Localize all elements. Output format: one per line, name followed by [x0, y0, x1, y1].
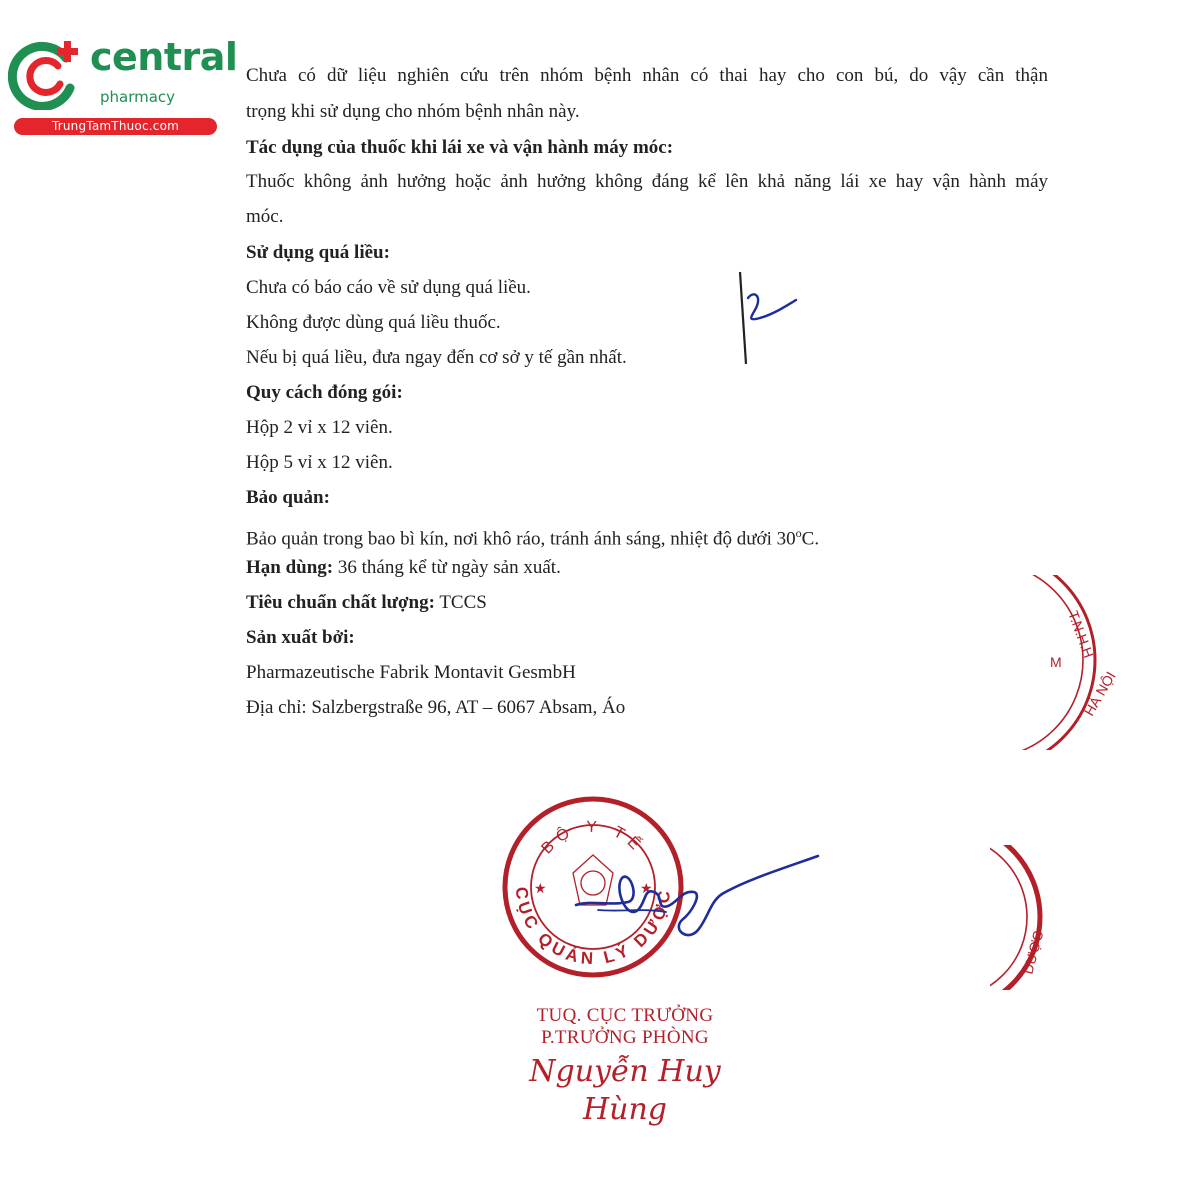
company-seal [1010, 575, 1120, 750]
heading-packaging: Quy cách đóng gói: [246, 382, 403, 403]
logo-website-link[interactable]: TrungTamThuoc.com [14, 118, 217, 135]
expiry-label: Hạn dùng: [246, 557, 334, 578]
pregnancy-paragraph-line-2: trọng khi sử dụng cho nhóm bệnh nhân này. [246, 101, 580, 122]
manufacturer-name: Pharmazeutische Fabrik Montavit GesmbH [246, 662, 576, 683]
storage-line [246, 521, 819, 551]
stamp-top-text: BỘ Y TẾ [538, 818, 648, 858]
signatory-block [500, 1005, 750, 1129]
heading-overdose: Sử dụng quá liều: [246, 242, 390, 263]
expiry-value: 36 tháng kể từ ngày sản xuất. [333, 557, 561, 578]
manufacturer-address: Địa chỉ: Salzbergstraße 96, AT – 6067 Absam, Áo [246, 697, 626, 718]
partial-seal-text: DƯỢC [1019, 928, 1047, 976]
signatory-title-2: P.TRƯỞNG PHÒNG [541, 1027, 709, 1048]
overdose-line-1: Chưa có báo cáo về sử dụng quá liều. [246, 277, 531, 298]
signatory-name: Nguyễn Huy Hùng [529, 1054, 721, 1127]
overdose-line-2: Không được dùng quá liều thuốc. [246, 312, 501, 333]
logo-brand-name: central [90, 35, 238, 79]
logo-subtitle: pharmacy [100, 88, 176, 106]
packaging-line-1: Hộp 2 vỉ x 12 viên. [246, 417, 393, 438]
initial-mark [730, 268, 810, 368]
quality-label: Tiêu chuẩn chất lượng: [246, 592, 435, 613]
heading-storage: Bảo quản: [246, 487, 330, 508]
stamp-bottom-text: CỤC QUẢN LÝ DƯỢC [511, 885, 675, 969]
seal-right-top-text: T.N.H.H [1065, 608, 1097, 661]
expiry-line [246, 556, 561, 580]
svg-text:M: M [1050, 654, 1062, 670]
heading-driving-effects: Tác dụng của thuốc khi lái xe và vận hành máy móc: [246, 137, 674, 158]
pharmacy-cross-logo-icon [8, 38, 88, 110]
quality-value: TCCS [434, 592, 487, 613]
storage-degree: o [795, 526, 802, 540]
signatory-title-1: TUQ. CỤC TRƯỞNG [536, 1005, 714, 1026]
partial-seal-lower [990, 845, 1060, 990]
stamp-star-right-icon: ★ [640, 882, 653, 897]
overdose-line-3: Nếu bị quá liều, đưa ngay đến cơ sở y tế gần nhất. [246, 347, 627, 368]
driving-paragraph-line-2: móc. [246, 206, 284, 227]
handwritten-signature [570, 850, 830, 945]
driving-paragraph-line-1: Thuốc không ảnh hưởng hoặc ảnh hưởng không đáng kể lên khả năng lái xe hay vận hành máy [246, 171, 1048, 192]
storage-unit: C. [801, 528, 820, 550]
packaging-line-2: Hộp 5 vỉ x 12 viên. [246, 452, 393, 473]
quality-line [246, 591, 487, 615]
seal-right-bottom-text: HÀ NỘI [1080, 668, 1119, 719]
pregnancy-paragraph-line-1: Chưa có dữ liệu nghiên cứu trên nhóm bệnh nhân có thai hay cho con bú, do vậy cần thận [246, 65, 1048, 86]
storage-text: Bảo quản trong bao bì kín, nơi khô ráo, tránh ánh sáng, nhiệt độ dưới 30 [246, 528, 796, 550]
heading-manufacturer: Sản xuất bởi: [246, 627, 355, 648]
central-pharmacy-logo [8, 35, 238, 138]
stamp-star-left-icon: ★ [534, 882, 547, 897]
